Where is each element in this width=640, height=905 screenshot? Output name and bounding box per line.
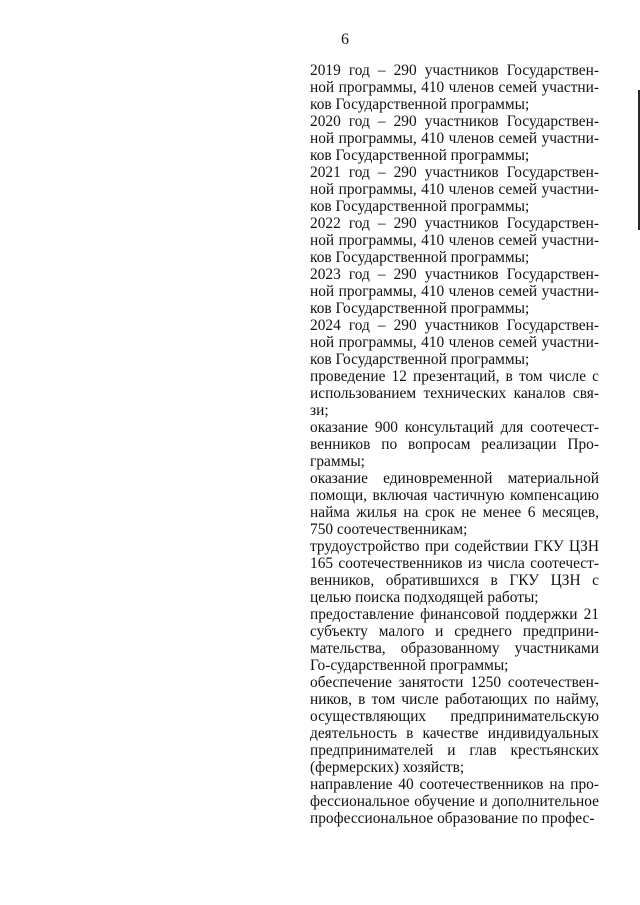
paragraph: обеспечение занятости 1250 соотечествен-ников, в том числе работающих по найму, осуществляющих предпринимательскую деятельность в качестве индивидуальных предпринимателей и глав крестьянских (фермерских) хозяйств; xyxy=(310,674,599,776)
paragraph: 2021 год – 290 участников Государствен-ной программы, 410 членов семей участни-ков Государственной программы; xyxy=(310,164,599,215)
paragraph: трудоустройство при содействии ГКУ ЦЗН 165 соотечественников из числа соотечест-венников, обратившихся в ГКУ ЦЗН с целью поиска подходящей работы; xyxy=(310,538,599,606)
document-body xyxy=(310,62,599,827)
paragraph: проведение 12 презентаций, в том числе с использованием технических каналов свя-зи; xyxy=(310,368,599,419)
paragraph: 2019 год – 290 участников Государствен-ной программы, 410 членов семей участни-ков Государственной программы; xyxy=(310,62,599,113)
page-number: 6 xyxy=(341,31,349,48)
paragraph: оказание единовременной материальной помощи, включая частичную компенсацию найма жилья на срок не менее 6 месяцев, 750 соотечественникам; xyxy=(310,470,599,538)
paragraph: 2020 год – 290 участников Государствен-ной программы, 410 членов семей участни-ков Государственной программы; xyxy=(310,113,599,164)
paragraph: направление 40 соотечественников на про-фессиональное обучение и дополнительное профессиональное образование по профес- xyxy=(310,776,599,827)
paragraph: предоставление финансовой поддержки 21 субъекту малого и среднего предприни-мательства, образованному участниками Го-сударственной программы; xyxy=(310,606,599,674)
paragraph: 2024 год – 290 участников Государствен-ной программы, 410 членов семей участни-ков Государственной программы; xyxy=(310,317,599,368)
paragraph: 2022 год – 290 участников Государствен-ной программы, 410 членов семей участни-ков Государственной программы; xyxy=(310,215,599,266)
paragraph: оказание 900 консультаций для соотечест-венников по вопросам реализации Про-граммы; xyxy=(310,419,599,470)
paragraph: 2023 год – 290 участников Государствен-ной программы, 410 членов семей участни-ков Государственной программы; xyxy=(310,266,599,317)
